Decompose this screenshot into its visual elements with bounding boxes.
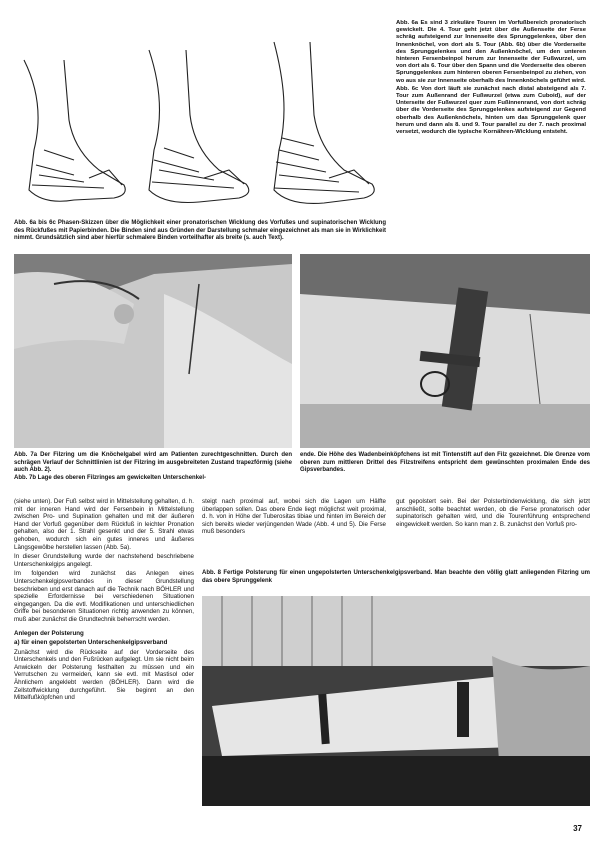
abb7b-caption: Abb. 7b Lage des oberen Filzringes am gewickelten Unterschenkel- xyxy=(14,474,207,481)
body-column-1 xyxy=(14,498,194,704)
upper-felt-ring-photo xyxy=(300,254,590,448)
abb6a-text: Abb. 6a Es sind 3 zirkuläre Touren im Vorfußbereich pronatorisch gewickelt. Die 4. Tour geht jetzt über die Außenseite der Ferse schräg aufsteigend zur Innenseite des Sprunggelenkes, über den Innenknöchel, von dort als 5. Tour (Abb. 6b) über die Vorderseite des Sprunggelenkes und den Außenknöchel, um den unteren hinteren Fersenbeinpol herum zur Innenseite der Fußwurzel, um von dort als 6. Tour über den Spann und die Vorderseite des oberen Sprunggelenkes zum hinteren oberen Fersenbeinpol zu ziehen, von wo aus sie zur Innenseite oberhalb des Innenknöchels geführt wird. xyxy=(396,20,586,84)
photo-8-finished-padding xyxy=(202,596,590,806)
paragraph: Zunächst wird die Rückseite auf der Vorderseite des Unterschenkels und den Fußrücken aufgelegt. Um sie nicht beim Anwickeln der Polsterung festhalten zu müssen und ein Verrutschen zu vermeiden, kann sie evtl. mit Mastisol oder Ähnlichem angeklebt werden (BÖHLER). Dann wird die Zellstoffwicklung durchgeführt. Sie beginnt an den Mittelfußköpfchen und xyxy=(14,648,194,702)
finished-padding-photo xyxy=(202,596,590,806)
figure-6-caption: Abb. 6a bis 6c Phasen-Skizzen über die Möglichkeit einer pronatorischen Wicklung des Vorfußes und supinatorischen Wicklung des Rückfußes mit Papierbinden. Die Binden sind aus Gründen der Darstellung schmaler eingezeichnet als man sie in Wirklichkeit nimmt. Grundsätzlich sind aber hierfür schmalere Binden vorteilhafter als breite (s. auch Text). xyxy=(14,220,386,241)
figure-8-caption: Abb. 8 Fertige Polsterung für einen ungepolsterten Unterschenkelgipsverband. Man beachte den völlig glatt anliegenden Filzring um das obere Sprunggelenk xyxy=(202,570,590,584)
paragraph: In dieser Grundstellung wurde der nachstehend beschriebene Unterschenkelgips angelegt. xyxy=(14,553,194,568)
figure-6-description xyxy=(396,20,586,136)
abb7a-caption: Abb. 7a Der Filzring um die Knöchelgabel wird am Patienten zurechtgeschnitten. Durch den schrägen Verlauf der Schnittlinien ist der Filzring im ausgebreiteten Zustand trapezförmig (siehe auch Abb. 2). xyxy=(14,452,292,473)
photo-7b-upper-felt-ring xyxy=(300,254,590,448)
subsection-heading: a) für einen gepolsterten Unterschenkelgipsverband xyxy=(14,639,168,647)
body-column-2: steigt nach proximal auf, wobei sich die Lagen um Hälfte überlappen sollen. Das obere Ende liegt möglichst weit proximal, d. h. von in Höhe der Tuberositas tibiae und hinten im Bereich der sich bereits wieder verjüngenden Wade (Abb. 4 und 5). Die Ferse muß besonders xyxy=(202,498,386,536)
felt-ring-photo xyxy=(14,254,292,448)
photo-7a-felt-ring-cutting xyxy=(14,254,292,448)
paragraph: (siehe unten). Der Fuß selbst wird in Mittelstellung gehalten, d. h. mit der inneren Hand wird der Fersenbein in Mittelstellung zwischen Pro- und Supination gehalten und mit der äußeren Hand der Vorfuß gegenüber dem Rückfuß in leichter Pronation gehalten, also der 1. Strahl gesenkt und der 5. Strahl etwas gehoben, wodurch sich ein gutes inneres und äußeres Längsgewölbe herstellen lassen (Abb. 5a). xyxy=(14,498,194,551)
figure-6-foot-sketches xyxy=(14,20,386,218)
abb6c-text: Abb. 6c Von dort läuft sie zunächst nach distal absteigend als 7. Tour zum Außenrand der Fußwurzel (etwa zum Cuboid), auf der Unterseite der Fußwurzel quer zum Fußinnenrand, von dort schräg über die Vorderseite des Sprunggelenkes aufsteigend zur Gegend oberhalb des Außenknöchels, hinten um das Sprunggelenk quer herum und dann als 8. und 9. Tour parallel zu der 7. nach proximal versetzt, wodurch die typische Kornähren-Wicklung entsteht. xyxy=(396,85,586,136)
figure-7-caption-continued: ende. Die Höhe des Wadenbeinköpfchens ist mit Tintenstift auf den Filz gezeichnet. Die Grenze vom oberen zum mittleren Drittel des Filzstreifens entspricht dem gewünschten proximalen Ende des Gipsverbandes. xyxy=(300,452,590,473)
page-number: 37 xyxy=(573,824,582,833)
section-heading: Anlegen der Polsterung xyxy=(14,629,84,637)
body-column-3: gut gepolstert sein. Bei der Polsterbindenwicklung, die sich jetzt anschließt, sollte beachtet werden, ob die Ferse pronatorisch oder supinatorisch gehalten wird, und die Tourenführung entsprechend eingewickelt werden. So kann man z. B. zunächst den Vorfuß pro- xyxy=(396,498,590,528)
foot-sketch-illustration xyxy=(14,20,386,218)
figure-7-caption xyxy=(14,452,292,482)
paragraph: Im folgenden wird zunächst das Anlegen eines Unterschenkelgipsverbandes in dieser Grundstellung beschrieben und erst danach auf die Technik nach BÖHLER und spezielle Erfordernisse bei verschiedenen Situationen eingegangen. Da die evtl. Modifikationen und unterschiedlichen Griffe bei besonderen Situationen richtig anwenden zu können, muß aber zunächst die Grundtechnik beherrscht werden. xyxy=(14,570,194,623)
